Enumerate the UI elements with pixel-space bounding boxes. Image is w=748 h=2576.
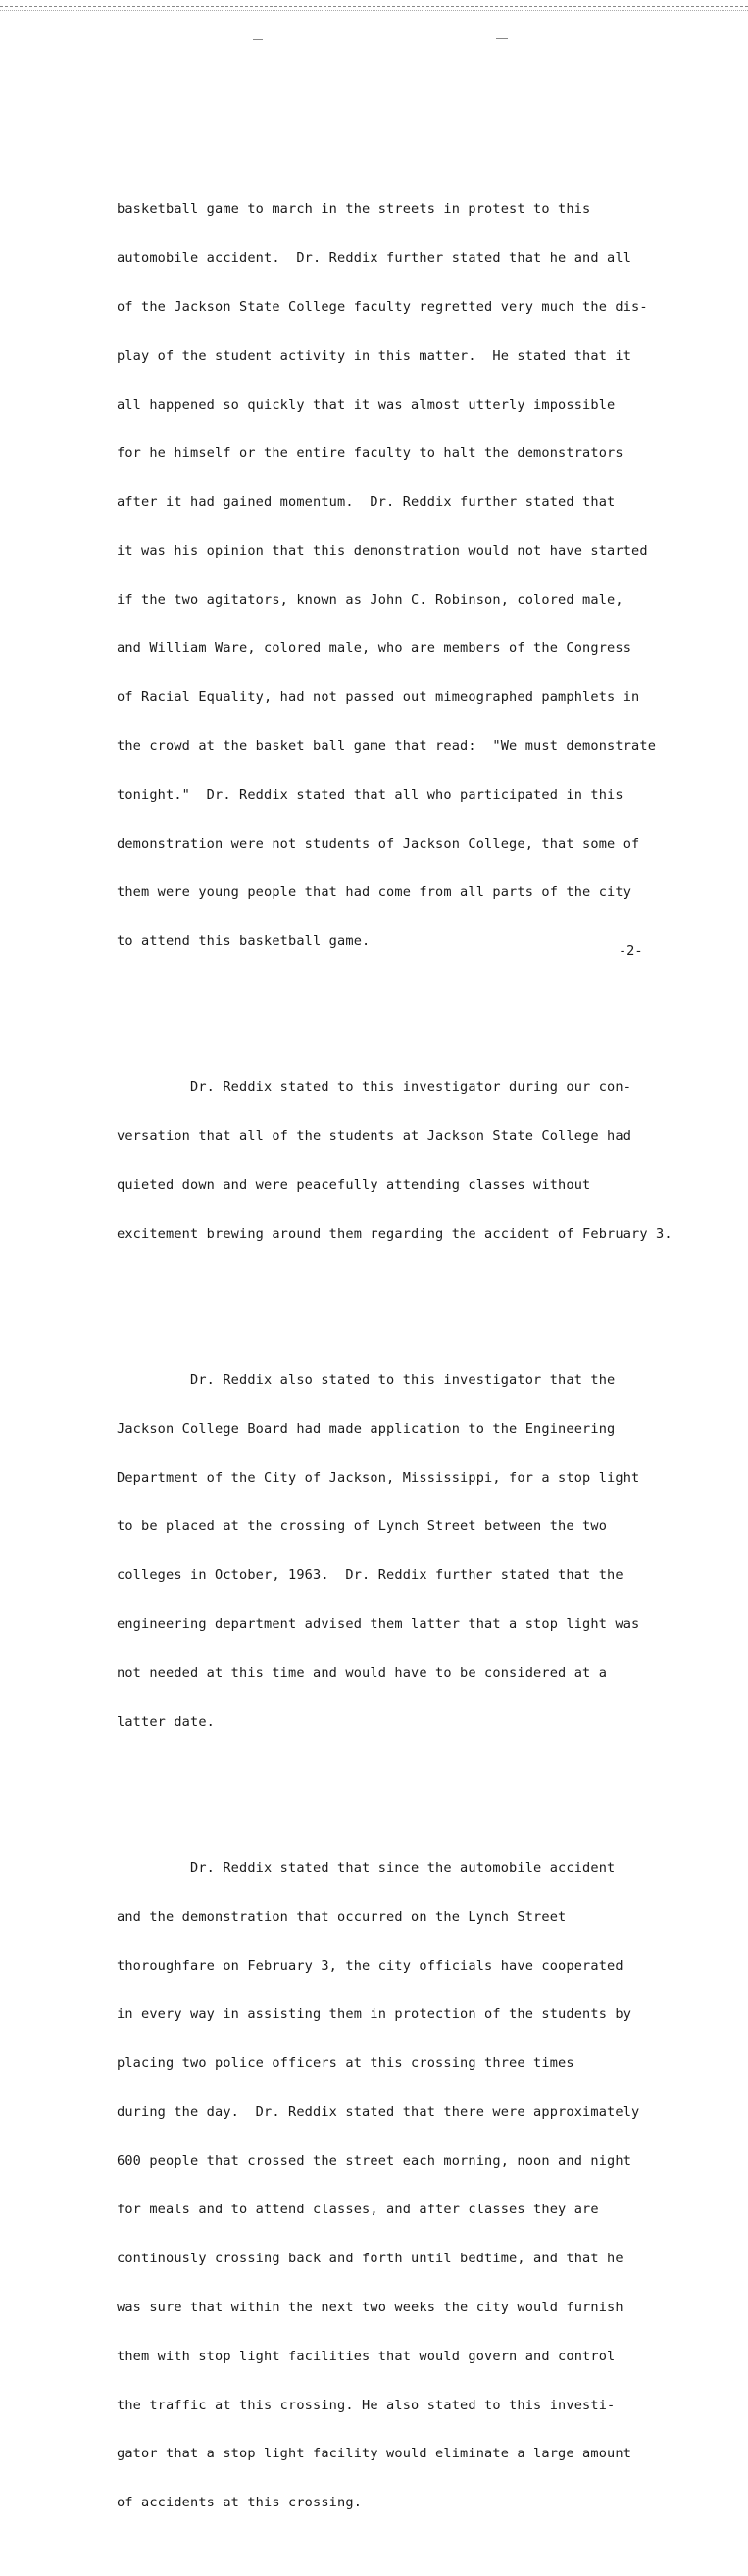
text-line: versation that all of the students at Jackson State College had xyxy=(117,1128,632,1145)
text-line: demonstration were not students of Jackson College, that some of xyxy=(117,835,640,852)
text-line: for meals and to attend classes, and after classes they are xyxy=(117,2202,599,2218)
paragraph xyxy=(117,1047,724,1274)
text-line: tonight." Dr. Reddix stated that all who participated in this xyxy=(117,786,623,803)
paragraph xyxy=(117,169,724,982)
text-line: them were young people that had come from all parts of the city xyxy=(117,884,632,901)
text-line: play of the student activity in this matter. He stated that it xyxy=(117,347,632,364)
text-line: quieted down and were peacefully attending classes without xyxy=(117,1177,591,1193)
text-line: 600 people that crossed the street each morning, noon and night xyxy=(117,2153,632,2169)
text-line: it was his opinion that this demonstration would not have started xyxy=(117,542,648,559)
scan-top-edge xyxy=(0,6,748,11)
text-line: to attend this basketball game. xyxy=(117,933,371,950)
text-line: them with stop light facilities that would govern and control xyxy=(117,2348,616,2364)
text-line: not needed at this time and would have to be considered at a xyxy=(117,1664,608,1681)
text-line: during the day. Dr. Reddix stated that there were approximately xyxy=(117,2104,640,2120)
text-line: latter date. xyxy=(117,1713,216,1730)
text-line: Dr. Reddix stated to this investigator during our con- xyxy=(117,1079,632,1096)
text-line: basketball game to march in the streets in protest to this xyxy=(117,201,591,218)
text-line: for he himself or the entire faculty to halt the demonstrators xyxy=(117,445,623,462)
text-line: Dr. Reddix stated that since the automobile accident xyxy=(117,1859,616,1876)
scan-mark xyxy=(496,38,508,39)
text-line: Department of the City of Jackson, Mississippi, for a stop light xyxy=(117,1469,640,1486)
text-line: Dr. Reddix also stated to this investigator that the xyxy=(117,1372,616,1389)
text-line: of the Jackson State College faculty regretted very much the dis- xyxy=(117,298,648,315)
paragraph xyxy=(117,1340,724,1762)
text-line: after it had gained momentum. Dr. Reddix further stated that xyxy=(117,494,616,511)
text-line: excitement brewing around them regarding the accident of February 3. xyxy=(117,1225,673,1242)
text-line: and the demonstration that occurred on the Lynch Street xyxy=(117,1908,567,1925)
scan-mark xyxy=(253,39,263,40)
text-line: Jackson College Board had made application to the Engineering xyxy=(117,1420,616,1437)
text-line: placing two police officers at this crossing three times xyxy=(117,2056,574,2072)
text-line: of Racial Equality, had not passed out mimeographed pamphlets in xyxy=(117,689,640,706)
text-line: if the two agitators, known as John C. Robinson, colored male, xyxy=(117,591,623,608)
paragraph xyxy=(117,1828,724,2544)
document-body xyxy=(117,136,724,2576)
text-line: engineering department advised them latter that a stop light was xyxy=(117,1616,640,1633)
page-number: -2- xyxy=(619,943,643,959)
text-line: the traffic at this crossing. He also stated to this investi- xyxy=(117,2397,616,2413)
text-line: colleges in October, 1963. Dr. Reddix further stated that the xyxy=(117,1567,623,1584)
text-line: the crowd at the basket ball game that read: "We must demonstrate xyxy=(117,737,657,754)
text-line: gator that a stop light facility would eliminate a large amount xyxy=(117,2446,632,2462)
text-line: continously crossing back and forth until bedtime, and that he xyxy=(117,2251,623,2267)
text-line: all happened so quickly that it was almost utterly impossible xyxy=(117,396,616,413)
text-line: was sure that within the next two weeks the city would furnish xyxy=(117,2299,623,2315)
text-line: thoroughfare on February 3, the city officials have cooperated xyxy=(117,1957,623,1974)
text-line: to be placed at the crossing of Lynch Street between the two xyxy=(117,1518,608,1535)
text-line: automobile accident. Dr. Reddix further stated that he and all xyxy=(117,250,632,267)
text-line: and William Ware, colored male, who are members of the Congress xyxy=(117,640,632,657)
text-line: of accidents at this crossing. xyxy=(117,2495,363,2511)
text-line: in every way in assisting them in protection of the students by xyxy=(117,2006,632,2023)
